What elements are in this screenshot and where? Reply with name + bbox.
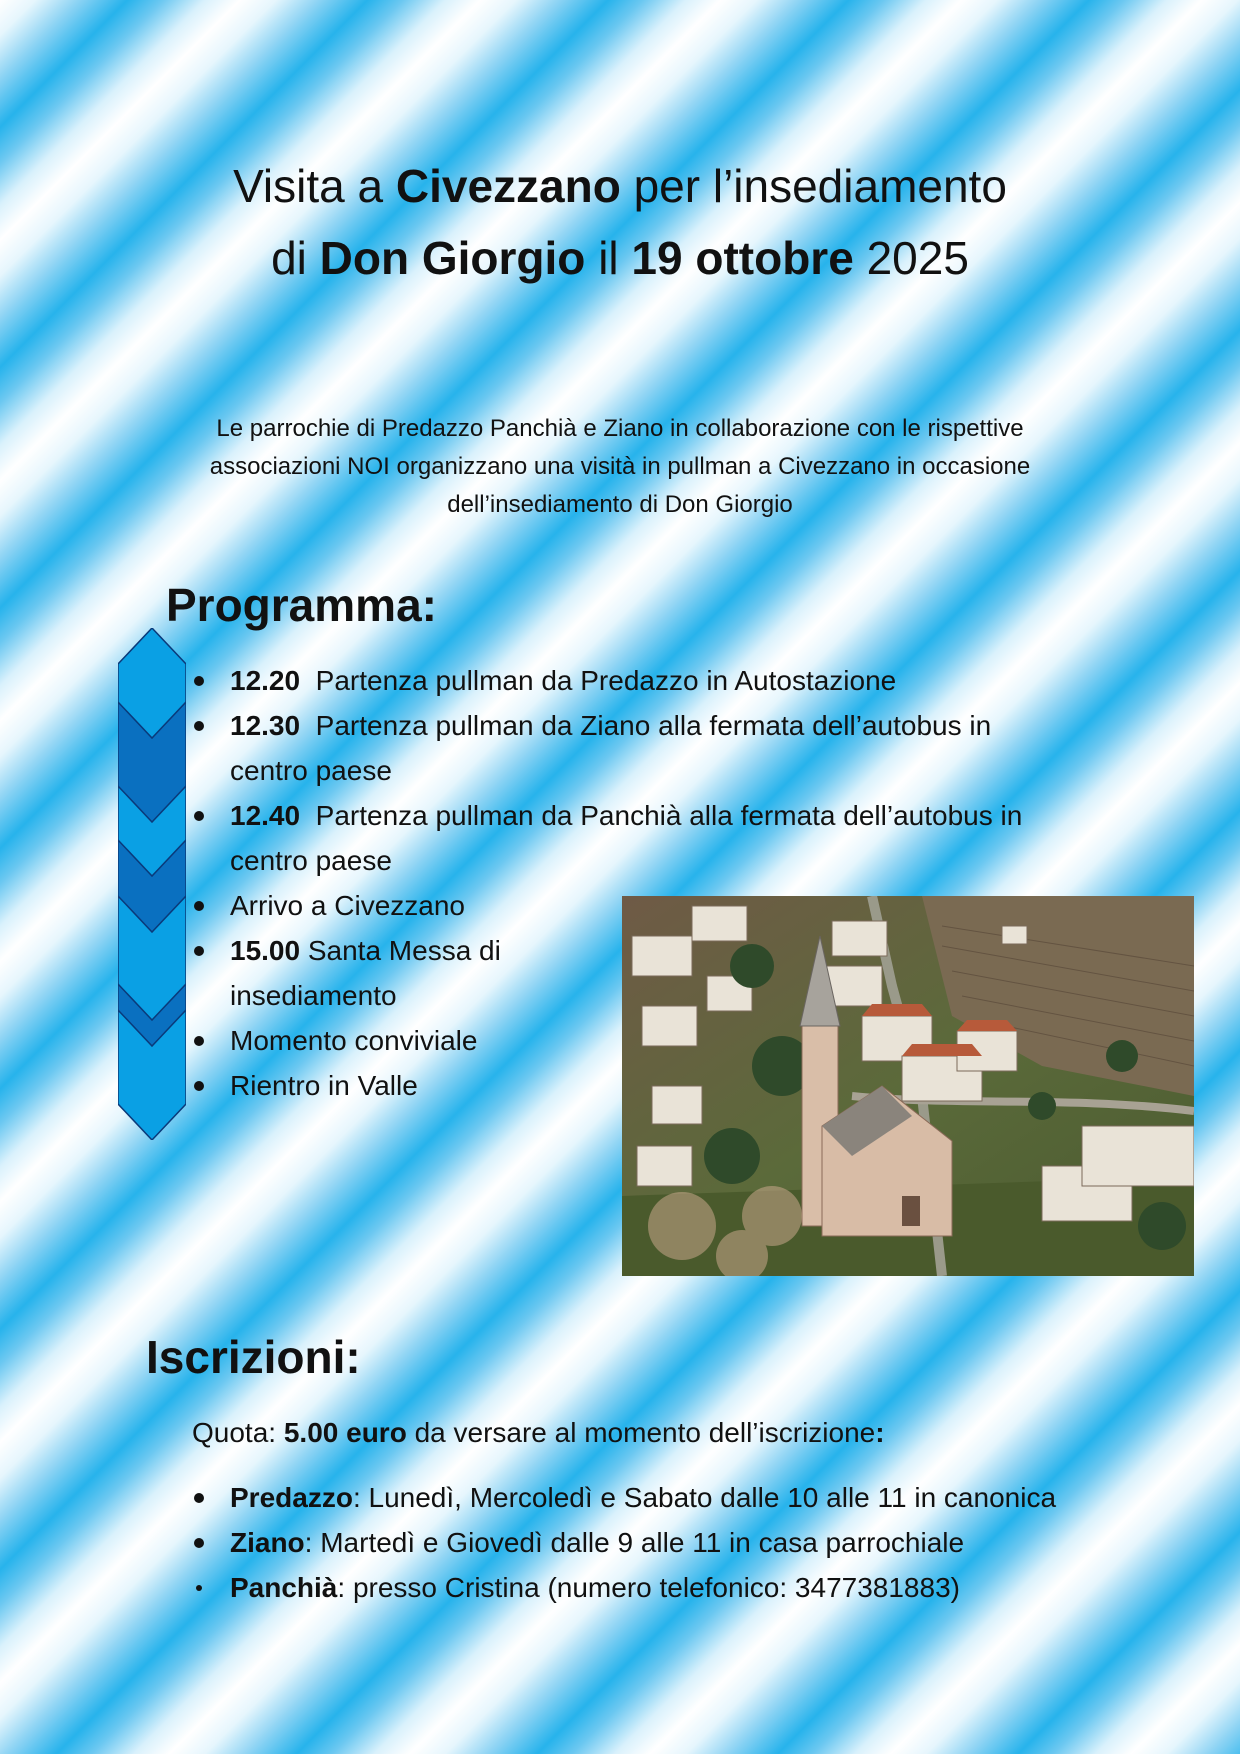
programma-item [230,793,1022,883]
item-text: Arrivo a Civezzano [230,890,465,921]
item-text-continued: insediamento [230,980,397,1011]
registration-location [230,1565,960,1610]
programma-item [230,883,465,928]
item-text: Rientro in Valle [230,1070,418,1101]
timeline-chevrons-decoration [118,628,186,1140]
registration-location [230,1520,964,1565]
item-time: 12.40 [230,800,301,831]
item-time: 12.20 [230,665,301,696]
quota-amount: 5.00 euro [283,1417,407,1448]
title-person: Don Giorgio [319,232,586,284]
quota-text: da versare al momento dell’iscrizione [406,1417,876,1448]
intro-line: Le parrochie di Predazzo Panchià e Ziano in collaborazione con le rispettive [216,415,1024,442]
programma-item [230,928,501,1018]
item-text: Santa Messa di [307,935,501,966]
location-details: : Martedì e Giovedì dalle 9 alle 11 in casa parrochiale [304,1527,965,1558]
title-text: di [271,232,320,284]
church-village-photo [622,896,1194,1276]
item-text-continued: centro paese [230,755,392,786]
quota-label: Quota: [192,1417,284,1448]
location-details: : Lunedì, Mercoledì e Sabato dalle 10 alle 11 in canonica [352,1482,1057,1513]
title-line-1 [0,150,1240,222]
item-text-continued: centro paese [230,845,392,876]
quota-line [192,1413,885,1453]
title-date: 19 ottobre [631,232,854,284]
page-title [0,150,1240,294]
title-text: il [585,232,632,284]
intro-line: associazioni NOI organizzano una visità in pullman a Civezzano in occasione [209,453,1031,480]
intro-paragraph [150,410,1090,524]
quota-colon: : [875,1417,885,1448]
title-place: Civezzano [395,160,621,212]
title-text: per l’insediamento [620,160,1007,212]
item-time: 15.00 [230,935,301,966]
programma-item [230,1018,477,1063]
location-name: Predazzo [230,1482,353,1513]
item-time: 12.30 [230,710,301,741]
item-text: Partenza pullman da Predazzo in Autostazione [315,665,897,696]
item-text: Partenza pullman da Ziano alla fermata dell’autobus in [315,710,992,741]
item-text: Momento conviviale [230,1025,478,1056]
registration-location [230,1475,1056,1520]
programma-heading: Programma: [166,579,437,631]
title-year: 2025 [853,232,969,284]
location-details: : presso Cristina (numero telefonico: 3477381883) [337,1572,960,1603]
intro-line: dell’insediamento di Don Giorgio [447,491,793,518]
title-line-2 [0,222,1240,294]
title-text: Visita a [233,160,396,212]
iscrizioni-heading: Iscrizioni: [146,1331,361,1383]
item-text: Partenza pullman da Panchià alla fermata dell’autobus in [315,800,1023,831]
programma-item [230,658,896,703]
location-name: Panchià [230,1572,338,1603]
programma-item [230,703,991,793]
programma-item [230,1063,418,1108]
location-name: Ziano [230,1527,305,1558]
